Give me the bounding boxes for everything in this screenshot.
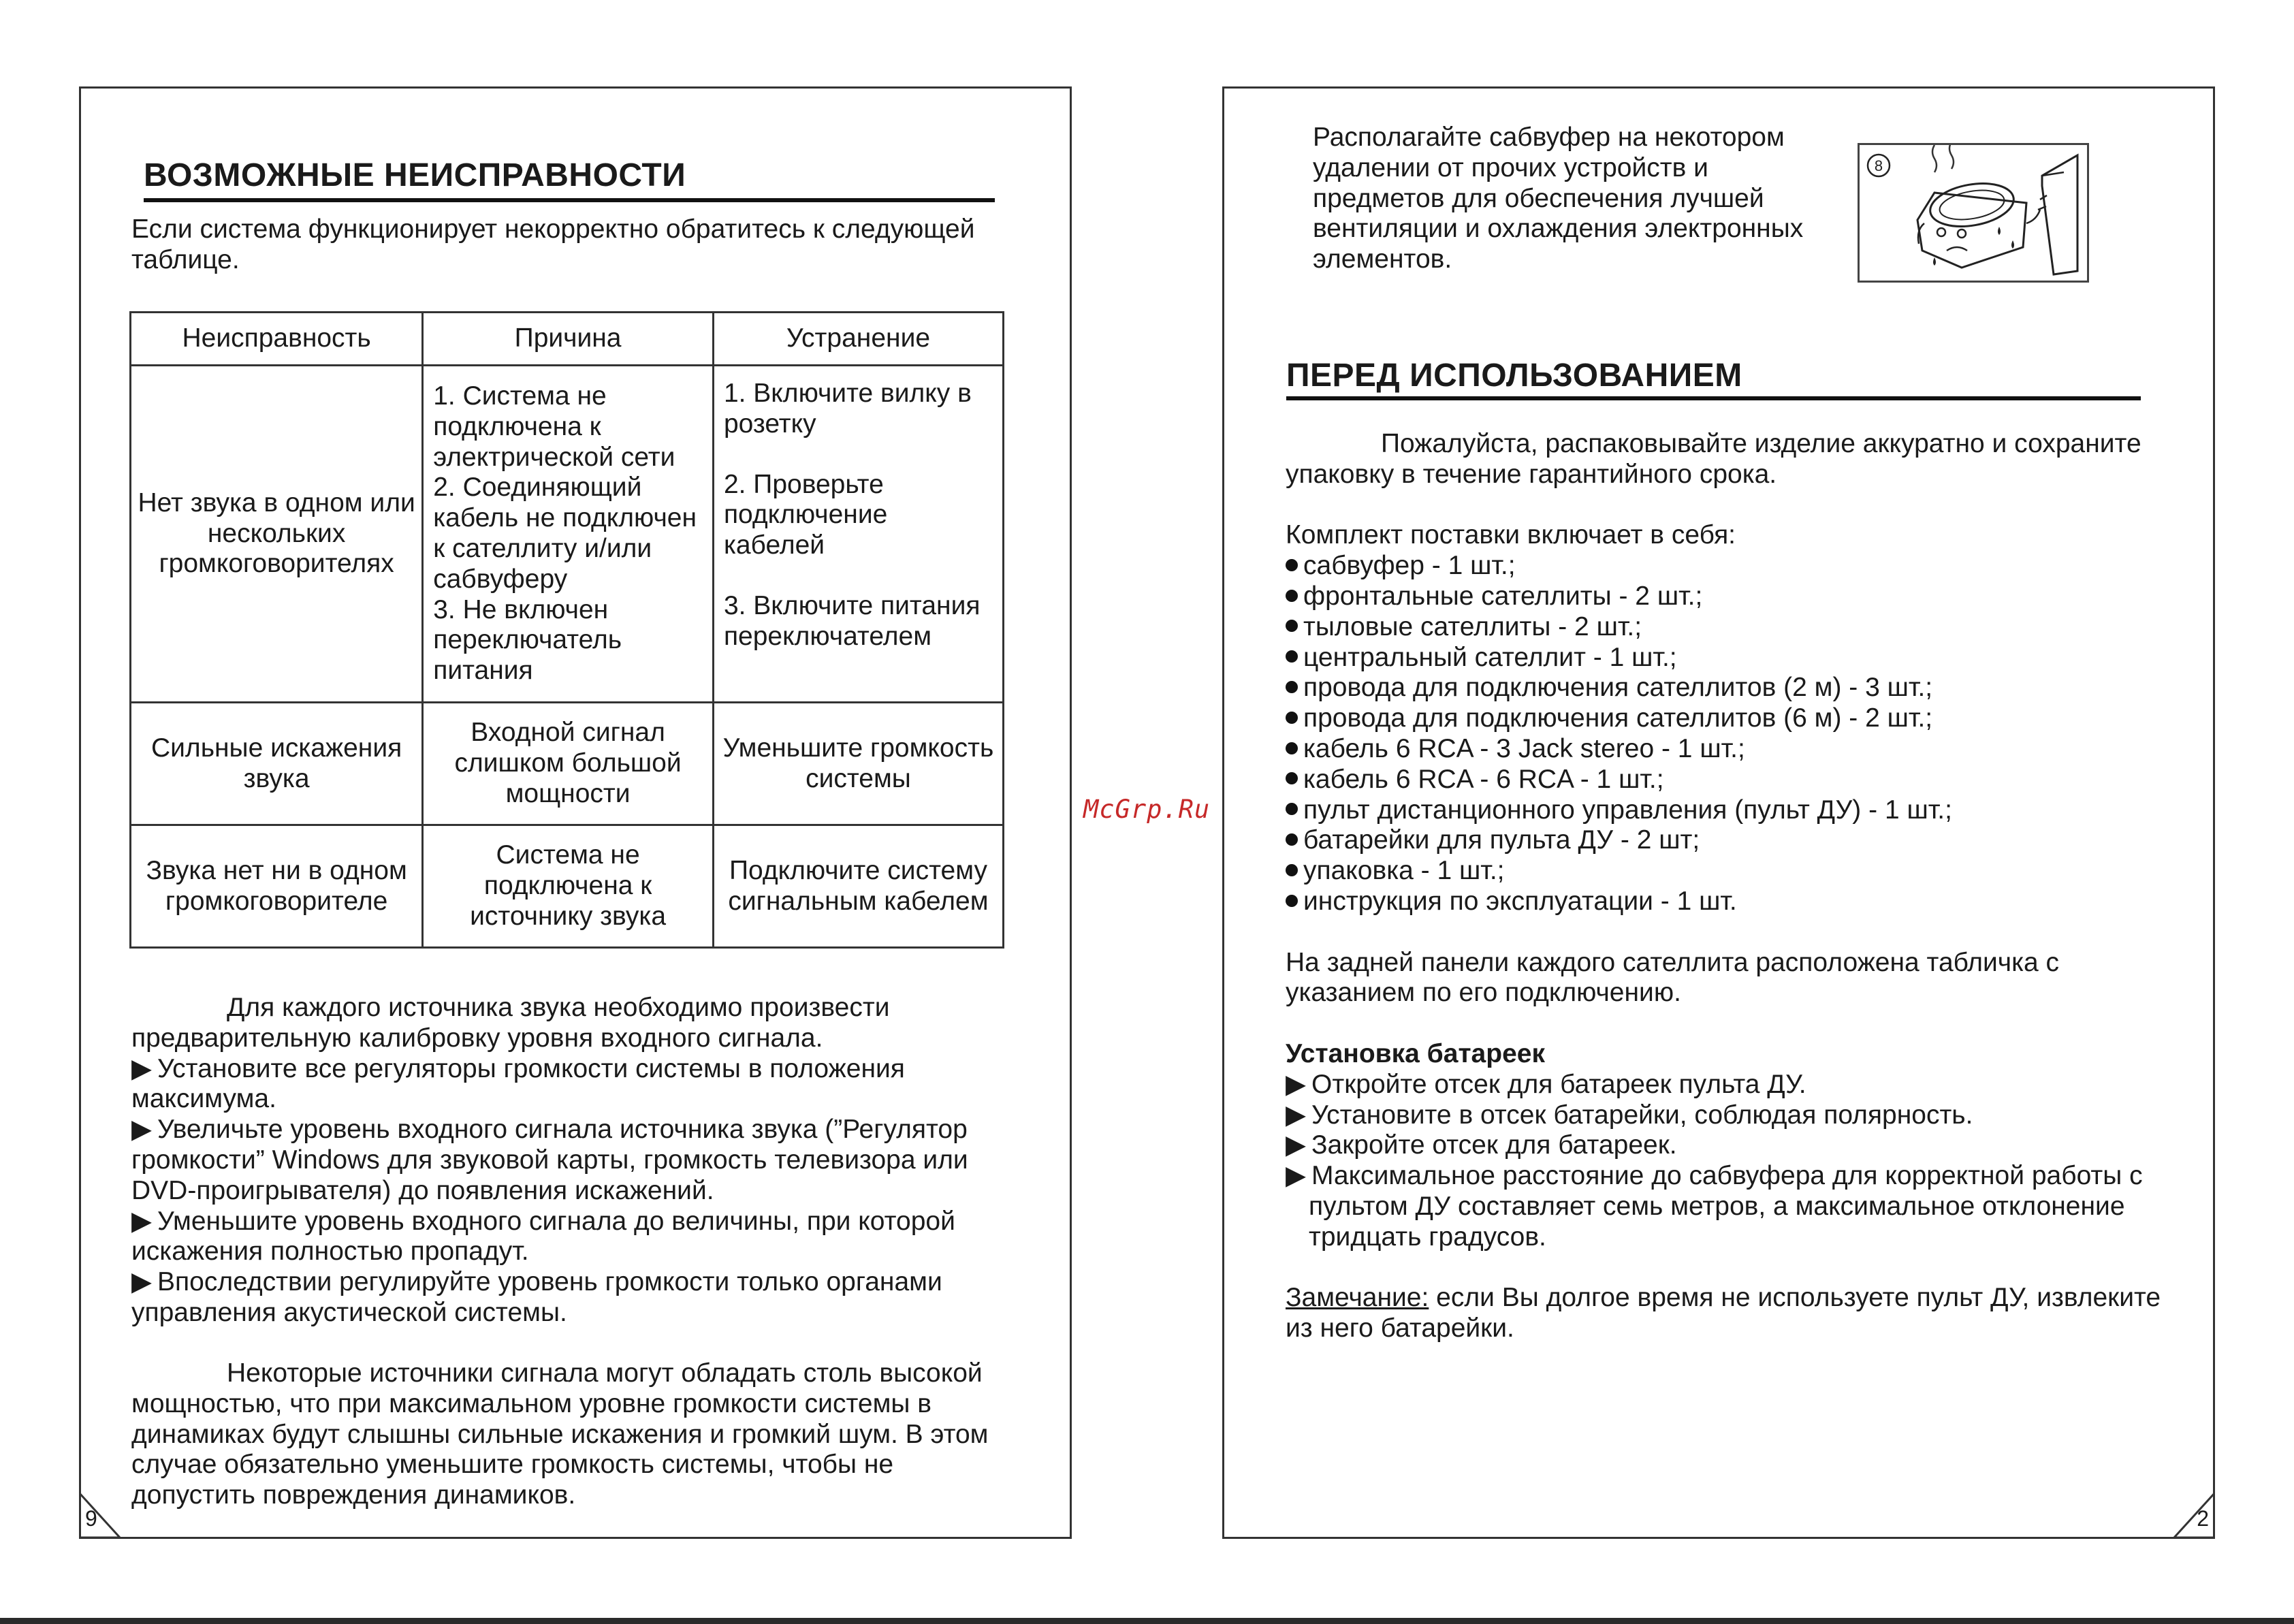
cause-line: 1. Система не подключена к электрической сети xyxy=(433,381,675,472)
high-power-warning: Некоторые источники сигнала могут обладать столь высокой мощностью, что при максимальном уровне громкости системы в динамиках будут слышны сильные искажения и громкий шум. В этом случае обязательно уменьшите громкость системы, чтобы не допустить повреждения динамиков. xyxy=(131,1358,989,1510)
bullet-dot-icon xyxy=(1286,833,1298,846)
table-row xyxy=(131,703,1004,825)
label-info-text: На задней панели каждого сателлита расположена табличка с указанием по его подключению. xyxy=(1286,947,2060,1008)
calibration-step: ▶ Установите все регуляторы громкости системы в положения максимума. xyxy=(131,1053,905,1114)
left-page xyxy=(79,86,1072,1539)
bullet-dot-icon xyxy=(1286,650,1298,663)
battery-step: ▶ Установите в отсек батарейки, соблюдая полярность. xyxy=(1286,1100,1973,1130)
arrow-bullet-icon: ▶ xyxy=(131,1053,152,1083)
before-use-title: ПЕРЕД ИСПОЛЬЗОВАНИЕМ xyxy=(1286,357,1742,394)
remedy-cell: Уменьшите громкость системы xyxy=(713,703,1003,825)
bullet-dot-icon xyxy=(1286,742,1298,754)
contents-item: тыловые сателлиты - 2 шт.; xyxy=(1286,612,2191,643)
bullet-dot-icon xyxy=(1286,712,1298,724)
cause-line: 3. Не включен переключатель питания xyxy=(433,594,622,686)
remedy-line: 1. Включите вилку в розетку xyxy=(723,379,972,439)
calibration-step: ▶ Увеличьте уровень входного сигнала источника звука (”Регулятор громкости” Windows для звуковой карты, громкость телевизора или DVD-проигрывателя) до появления искажений. xyxy=(131,1115,968,1205)
contents-item: пульт дистанционного управления (пульт ДУ) - 1 шт.; xyxy=(1286,795,2191,826)
bullet-dot-icon xyxy=(1286,803,1298,815)
troubleshooting-table xyxy=(129,311,1004,949)
contents-item: упаковка - 1 шт.; xyxy=(1286,856,2191,887)
header-remedy: Устранение xyxy=(713,313,1003,366)
watermark: McGrp.Ru xyxy=(1083,795,1211,824)
cause-line: 2. Соединяющий кабель не подключен к сателлиту и/или сабвуферу xyxy=(433,473,697,594)
bullet-dot-icon xyxy=(1286,559,1298,571)
contents-item: батарейки для пульта ДУ - 2 шт; xyxy=(1286,825,2191,856)
page-number: 2 xyxy=(2197,1506,2209,1531)
battery-heading: Установка батареек xyxy=(1286,1038,1545,1068)
contents-item: кабель 6 RCA - 3 Jack stereo - 1 шт.; xyxy=(1286,734,2191,765)
arrow-bullet-icon: ▶ xyxy=(1286,1161,1306,1191)
battery-step: ▶ Закройте отсек для батареек. xyxy=(1286,1130,1677,1160)
remedy-cell xyxy=(713,366,1003,703)
cause-cell: Входной сигнал слишком большой мощности xyxy=(423,703,714,825)
bullet-dot-icon xyxy=(1286,590,1298,602)
calibration-intro: Для каждого источника звука необходимо произвести предварительную калибровку уровня входного сигнала. xyxy=(131,993,890,1053)
cause-cell xyxy=(423,366,714,703)
overheated-subwoofer-icon xyxy=(1860,145,2087,281)
unpack-text: Пожалуйста, распаковывайте изделие аккуратно и сохраните упаковку в течение гарантийного срока. xyxy=(1286,429,2141,489)
battery-step: ▶ Максимальное расстояние до сабвуфера для корректной работы с пультом ДУ составляет семь метров, а максимальное отклонение тридцать градусов. xyxy=(1286,1161,2143,1252)
bullet-dot-icon xyxy=(1286,620,1298,632)
table-header-row xyxy=(131,313,1004,366)
fault-cell: Звука нет ни в одном громкоговорителе xyxy=(131,825,423,948)
header-fault: Неисправность xyxy=(131,313,423,366)
title-rule xyxy=(1286,396,2141,400)
remedy-line: 2. Проверьте подключение кабелей xyxy=(723,469,888,560)
bullet-dot-icon xyxy=(1286,864,1298,876)
calibration-section xyxy=(131,993,1017,1328)
calibration-step: ▶ Уменьшите уровень входного сигнала до величины, при которой искажения полностью пропадут. xyxy=(131,1206,955,1267)
note-label: Замечание: xyxy=(1286,1283,1429,1313)
contents-item: фронтальные сателлиты - 2 шт.; xyxy=(1286,582,2191,612)
remote-note xyxy=(1286,1283,2191,1344)
arrow-bullet-icon: ▶ xyxy=(1286,1069,1306,1099)
battery-step: ▶ Откройте отсек для батареек пульта ДУ. xyxy=(1286,1069,1806,1099)
ventilation-text: Располагайте сабвуфер на некотором удалении от прочих устройств и предметов для обеспечения лучшей вентиляции и охлаждения электронных элементов. xyxy=(1313,123,1804,274)
remedy-line: 3. Включите питания переключателем xyxy=(723,590,981,651)
arrow-bullet-icon: ▶ xyxy=(1286,1100,1306,1130)
figure-number: 8 xyxy=(1874,157,1883,174)
bottom-bar xyxy=(0,1618,2294,1624)
bullet-dot-icon xyxy=(1286,772,1298,784)
contents-item: центральный сателлит - 1 шт.; xyxy=(1286,643,2191,673)
fault-cell: Сильные искажения звука xyxy=(131,703,423,825)
contents-item: инструкция по эксплуатации - 1 шт. xyxy=(1286,887,2191,917)
calibration-step: ▶ Впоследствии регулируйте уровень громкости только органами управления акустической системы. xyxy=(131,1267,942,1327)
bullet-dot-icon xyxy=(1286,681,1298,693)
contents-item: провода для подключения сателлитов (2 м) - 3 шт.; xyxy=(1286,673,2191,703)
arrow-bullet-icon: ▶ xyxy=(131,1115,152,1145)
right-page xyxy=(1222,86,2215,1539)
contents-heading: Комплект поставки включает в себя: xyxy=(1286,520,1736,550)
note-text: если Вы долгое время не используете пульт ДУ, извлеките из него батарейки. xyxy=(1286,1283,2161,1343)
contents-item: сабвуфер - 1 шт.; xyxy=(1286,551,2191,582)
bullet-dot-icon xyxy=(1286,895,1298,907)
contents-item: провода для подключения сателлитов (6 м) - 2 шт.; xyxy=(1286,703,2191,734)
header-cause: Причина xyxy=(423,313,714,366)
troubleshooting-intro: Если система функционирует некорректно обратитесь к следующей таблице. xyxy=(131,214,975,274)
arrow-bullet-icon: ▶ xyxy=(131,1267,152,1297)
troubleshooting-title: ВОЗМОЖНЫЕ НЕИСПРАВНОСТИ xyxy=(144,157,686,193)
table-row xyxy=(131,366,1004,703)
ventilation-illustration xyxy=(1858,143,2089,283)
arrow-bullet-icon: ▶ xyxy=(131,1206,152,1236)
title-rule xyxy=(144,198,995,202)
contents-item: кабель 6 RCA - 6 RCA - 1 шт.; xyxy=(1286,765,2191,795)
fault-cell: Нет звука в одном или нескольких громкоговорителях xyxy=(131,366,423,703)
cause-cell: Система не подключена к источнику звука xyxy=(423,825,714,948)
remedy-cell: Подключите систему сигнальным кабелем xyxy=(713,825,1003,948)
before-use-section xyxy=(1286,429,2191,1344)
arrow-bullet-icon: ▶ xyxy=(1286,1130,1306,1160)
table-row xyxy=(131,825,1004,948)
page-number: 9 xyxy=(85,1506,97,1531)
